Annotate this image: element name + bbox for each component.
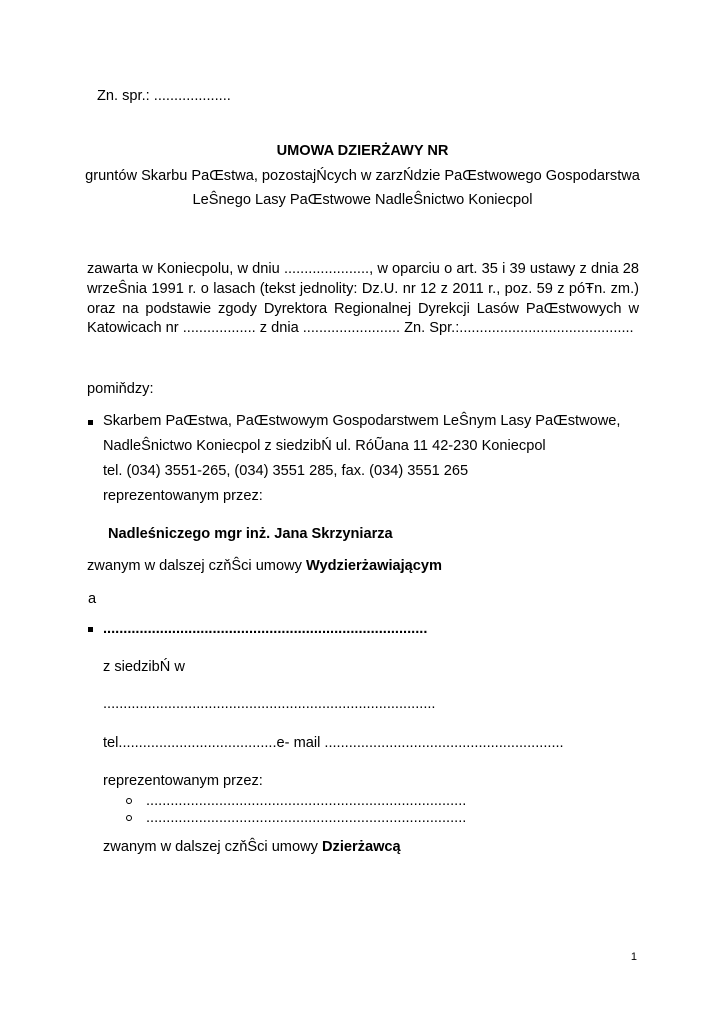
lessor-representative: Nadleśniczego mgr inż. Jana Skrzyniarza bbox=[108, 526, 393, 542]
lessee-represented-label: reprezentowanym przez: bbox=[103, 773, 263, 789]
lessor-role: Wydzierżawiającym bbox=[305, 558, 442, 574]
and-label: a bbox=[88, 591, 97, 607]
circle-bullet-icon bbox=[126, 815, 132, 821]
page-number: 1 bbox=[630, 951, 637, 963]
lessee-called bbox=[103, 839, 401, 857]
lessee-name-field: ................................................................................ bbox=[103, 621, 428, 637]
intro-line-4: Katowicach nr .................. z dnia ........................ Zn. Spr.:........................................... bbox=[87, 320, 634, 336]
lessee-seat-field: .................................................................................. bbox=[103, 696, 436, 712]
lessee-role: Dzierżawcą bbox=[321, 839, 401, 855]
case-reference: Zn. spr.: ................... bbox=[97, 88, 231, 104]
lessee-called-prefix: zwanym w dalszej czňŜci umowy bbox=[103, 839, 322, 855]
lessor-line-2: NadleŜnictwo Koniecpol z siedzibŃ ul. RóŨana 11 42-230 Koniecpol bbox=[103, 438, 546, 454]
lessee-rep-1: ............................................................................... bbox=[146, 793, 467, 809]
intro-line-3: oraz na podstawie zgody Dyrektora Regionalnej Dyrekcji Lasów PaŒstwowych w bbox=[87, 301, 639, 317]
document-title: UMOWA DZIERŻAWY NR bbox=[276, 143, 449, 159]
lessee-rep-2: ............................................................................... bbox=[146, 810, 467, 826]
lessor-called-prefix: zwanym w dalszej czňŜci umowy bbox=[87, 558, 306, 574]
lessor-called bbox=[87, 558, 442, 576]
between-label: pomiňdzy: bbox=[87, 381, 154, 397]
document-subtitle-line-1: gruntów Skarbu PaŒstwa, pozostajŃcych w zarzŃdzie PaŒstwowego Gospodarstwa bbox=[85, 168, 640, 184]
lessor-line-4: reprezentowanym przez: bbox=[103, 488, 263, 504]
intro-line-2: wrzeŜnia 1991 r. o lasach (tekst jednolity: Dz.U. nr 12 z 2011 r., poz. 59 z póŦn. zm.) bbox=[87, 281, 639, 297]
lessor-line-3: tel. (034) 3551-265, (034) 3551 285, fax. (034) 3551 265 bbox=[103, 463, 469, 479]
lessee-contact-line: tel.......................................e- mail ........................................................... bbox=[103, 735, 564, 751]
document-subtitle-line-2: LeŜnego Lasy PaŒstwowe NadleŜnictwo Koniecpol bbox=[192, 192, 533, 208]
lessee-seat-label: z siedzibŃ w bbox=[103, 659, 185, 675]
circle-bullet-icon bbox=[126, 798, 132, 804]
lessor-line-1: Skarbem PaŒstwa, PaŒstwowym Gospodarstwem LeŜnym Lasy PaŒstwowe, bbox=[103, 413, 621, 429]
square-bullet-icon bbox=[88, 627, 93, 632]
square-bullet-icon bbox=[88, 420, 93, 425]
intro-line-1: zawarta w Koniecpolu, w dniu ....................., w oparciu o art. 35 i 39 ustawy z dnia 28 bbox=[87, 261, 639, 277]
